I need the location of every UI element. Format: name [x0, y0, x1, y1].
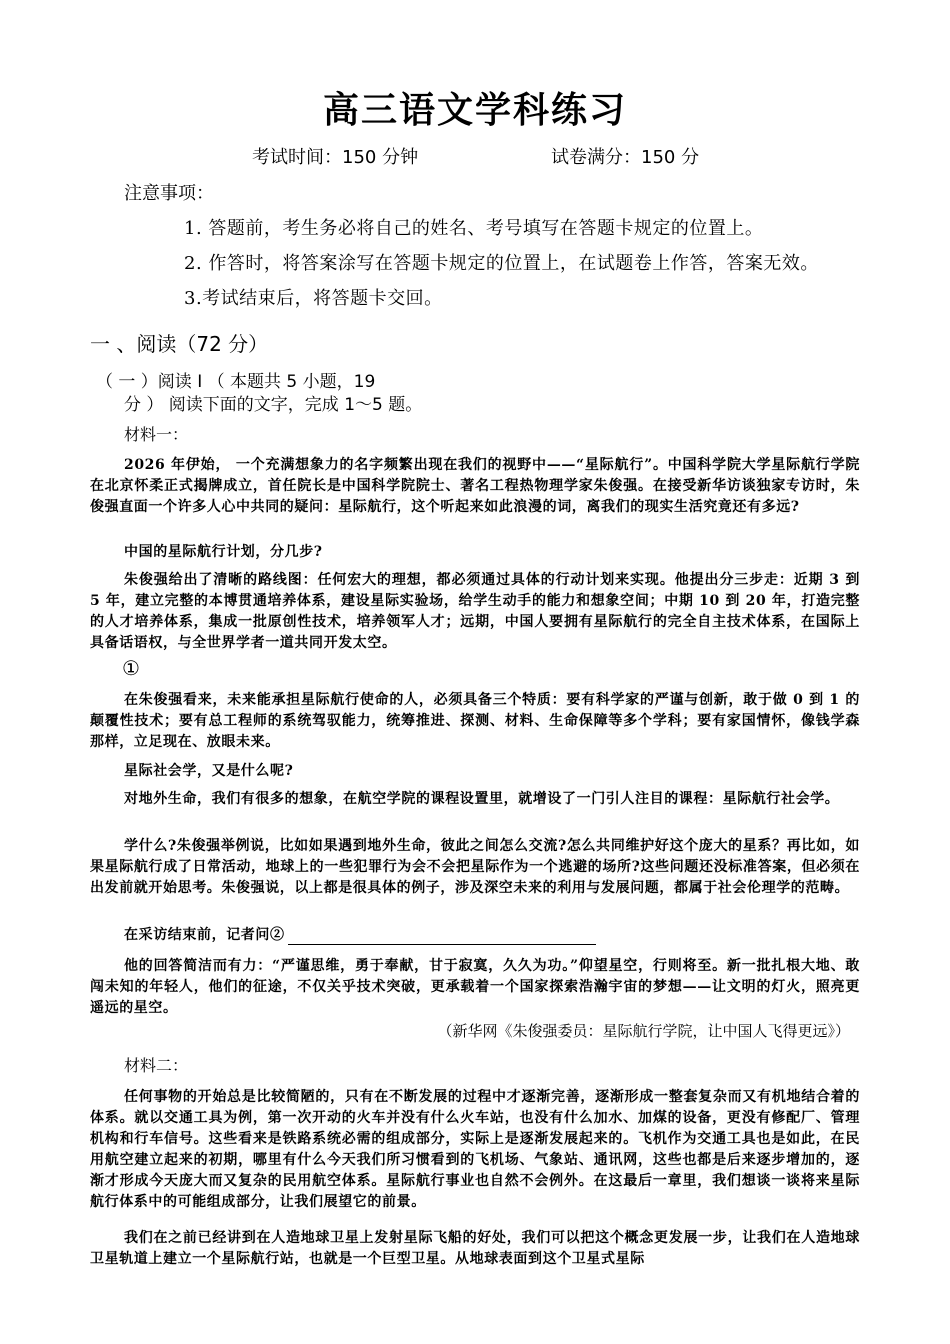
material-1-paragraph-3: 在朱俊强看来，未来能承担星际航行使命的人，必须具备三个特质：要有科学家的严谨与创新，敢于做 0 到 1 的颠覆性技术；要有总工程师的系统驾驭能力，统筹推进、探测、材料、生命保障等多个学科；要有家国情怀，像钱学森那样，立足现在、放眼未来。 [90, 692, 860, 750]
material-1-question-2: 星际社会学，又是什么呢? [124, 763, 294, 779]
material-2-paragraph-2: 我们在之前已经讲到在人造地球卫星上发射星际飞船的好处，我们可以把这个概念更发展一步，让我们在人造地球卫星轨道上建立一个星际航行站，也就是一个巨型卫星。从地球表面到这个卫星式星际 [90, 1230, 860, 1267]
material-1-source: （新华网《朱俊强委员：星际航行学院，让中国人飞得更远》） [437, 1022, 850, 1040]
material-1-question-3: 在采访结束前，记者问② [124, 927, 285, 943]
material-1-question-1: 中国的星际航行计划，分几步? [124, 544, 323, 560]
material-2-label: 材料二： [124, 1056, 189, 1075]
material-1-paragraph-5: 学什么?朱俊强举例说，比如如果遇到地外生命，彼此之间怎么交流?怎么共同维护好这个庞大的星系？再比如，如果星际航行成了日常活动，地球上的一些犯罪行为会不会把星际作为一个逃避的场所?这些问题还没标准答案，但必须在出发前就开始思考。朱俊强说，以上都是很具体的例子，涉及深空未来的利用与发展问题，都属于社会伦理学的范畴。 [90, 838, 860, 896]
section-title: 一 、阅读（72 分） [90, 332, 269, 356]
page-title: 高三语文学科练习 [322, 90, 627, 131]
material-1-paragraph-4: 对地外生命，我们有很多的想象，在航空学院的课程设置里，就增设了一门引人注目的课程：星际航行社会学。 [124, 791, 840, 807]
material-1-paragraph-2: 朱俊强给出了清晰的路线图：任何宏大的理想，都必须通过具体的行动计划来实现。他提出分三步走：近期 3 到 5 年，建立完整的本博贯通培养体系，建设星际实验场，给学生动手的能力和想象空间；中期 10 到 20 年，打造完整的人才培养体系，集成一批原创性技术，培养领军人才；远期，中国人要拥有星际航行的完全自主技术体系，在国际上具备话语权，与全世界学者一道共同开发太空。 [90, 572, 860, 651]
full-score: 试卷满分：150 分 [551, 147, 700, 168]
exam-time: 考试时间：150 分钟 [252, 147, 419, 168]
blank-1-marker: ① [122, 656, 140, 680]
material-1-paragraph-6: 他的回答简洁而有力：“严谨思维，勇于奉献，甘于寂寞，久久为功。”仰望星空，行则将至。新一批扎根大地、敢闯未知的年轻人，他们的征途，不仅关乎技术突破，更承载着一个国家探索浩瀚宇宙的梦想——让文明的灯火，照亮更遥远的星空。 [90, 958, 860, 1016]
subsection-line-2: 分 ） 阅读下面的文字，完成 1～5 题。 [124, 395, 423, 415]
material-1-paragraph-1: 2026 年伊始， 一个充满想象力的名字频繁出现在我们的视野中——“星际航行”。中国科学院大学星际航行学院在北京怀柔正式揭牌成立，首任院长是中国科学院院士、著名工程热物理学家朱俊强。在接受新华访谈独家专访时，朱俊强直面一个许多人心中共同的疑问：星际航行，这个听起来如此浪漫的词，离我们的现实生活究竟还有多远? [90, 457, 860, 515]
answer-blank-line [288, 944, 596, 945]
notice-item-1: 1. 答题前，考生务必将自己的姓名、考号填写在答题卡规定的位置上。 [184, 218, 764, 239]
material-1-label: 材料一： [124, 425, 189, 444]
notice-item-3: 3.考试结束后，将答题卡交回。 [184, 288, 443, 309]
material-2-paragraph-1: 任何事物的开始总是比较简陋的，只有在不断发展的过程中才逐渐完善，逐渐形成一整套复杂而又有机地结合着的体系。就以交通工具为例，第一次开动的火车并没有什么火车站，也没有什么加水、加煤的设备，更没有修配厂、管理机构和行车信号。这些看来是铁路系统必需的组成部分，实际上是逐渐发展起来的。飞机作为交通工具也是如此，在民用航空建立起来的初期，哪里有什么今天我们所习惯看到的飞机场、气象站、通讯网，这些也都是后来逐步增加的，逐渐才形成今天庞大而又复杂的民用航空体系。星际航行事业也自然不会例外。在这最后一章里，我们想谈一谈将来星际航行体系中的可能组成部分，让我们展望它的前景。 [90, 1089, 860, 1210]
subsection-line-1: （ 一 ）阅读 I （ 本题共 5 小题，19 [96, 372, 376, 392]
notice-heading: 注意事项： [124, 183, 214, 204]
notice-item-2: 2. 作答时，将答案涂写在答题卡规定的位置上，在试题卷上作答，答案无效。 [184, 253, 819, 274]
